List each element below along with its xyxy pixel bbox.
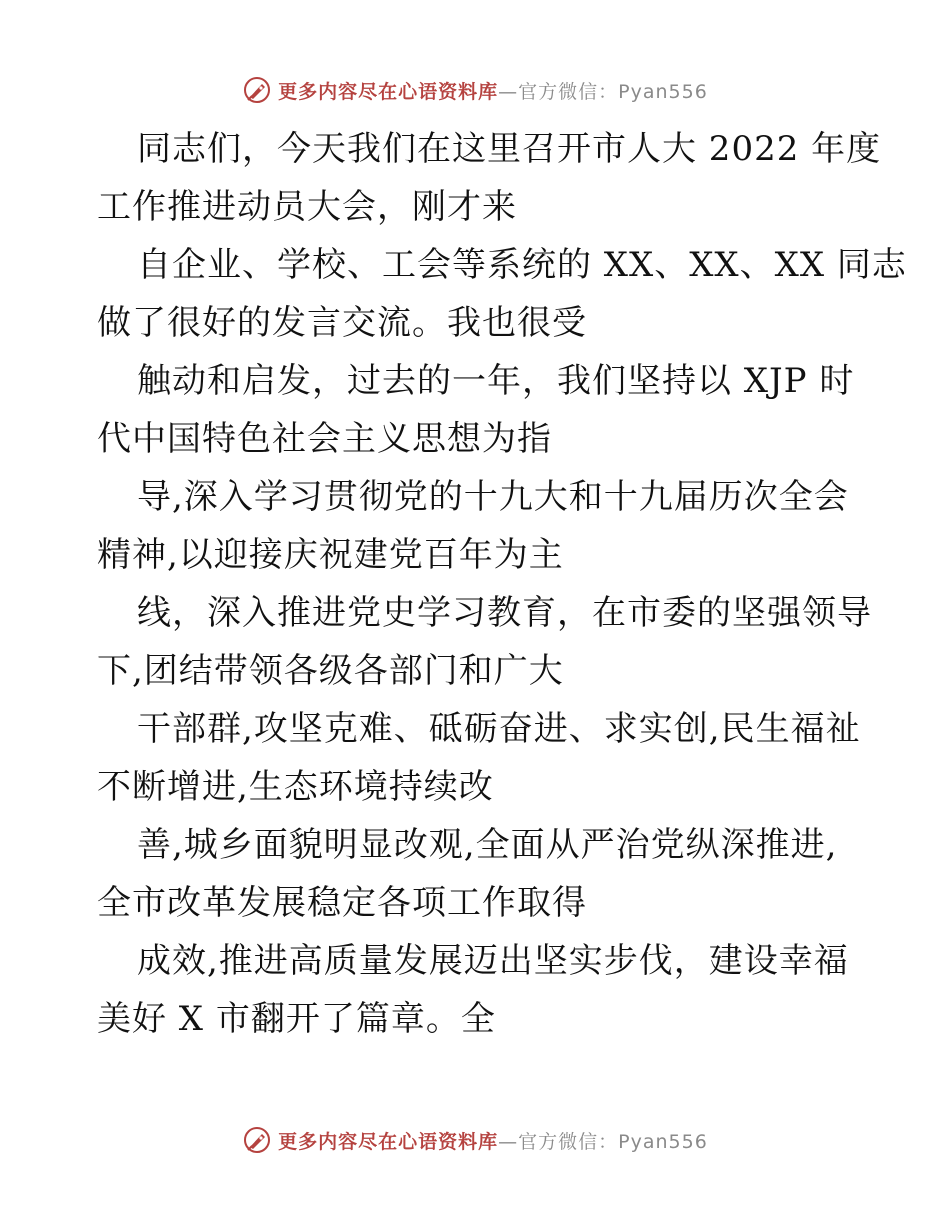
text-line: 代中国特色社会主义思想为指 — [97, 419, 552, 459]
text-line: 精神,以迎接庆祝建党百年为主 — [97, 535, 564, 575]
text-line: 善,城乡面貌明显改观,全面从严治党纵深推进, — [137, 825, 838, 865]
footer-banner — [0, 1120, 950, 1160]
text-line: 不断增进,生态环境持续改 — [97, 767, 494, 807]
pen-nib-logo-icon — [242, 1125, 272, 1155]
text-line: 线，深入推进党史学习教育，在市委的坚强领导 — [137, 593, 872, 633]
text-line: 自企业、学校、工会等系统的 XX、XX、XX 同志 — [137, 245, 907, 285]
text-line: 同志们，今天我们在这里召开市人大 2022 年度 — [137, 129, 882, 169]
header-banner-text: 更多内容尽在心语资料库—官方微信：Pyan556 — [278, 80, 708, 103]
pen-nib-logo-icon — [242, 75, 272, 105]
document-body — [97, 120, 907, 1048]
text-line: 下,团结带领各级各部门和广大 — [97, 651, 564, 691]
header-banner — [0, 70, 950, 110]
text-line: 触动和启发，过去的一年，我们坚持以 XJP 时 — [137, 361, 855, 401]
text-line: 全市改革发展稳定各项工作取得 — [97, 883, 587, 923]
text-line: 干部群,攻坚克难、砥砺奋进、求实创,民生福祉 — [137, 709, 861, 749]
text-line: 成效,推进高质量发展迈出坚实步伐，建设幸福 — [137, 941, 849, 981]
text-line: 做了很好的发言交流。我也很受 — [97, 303, 587, 343]
text-line: 工作推进动员大会，刚才来 — [97, 187, 517, 227]
text-line: 导,深入学习贯彻党的十九大和十九届历次全会 — [137, 477, 849, 517]
text-line: 美好 X 市翻开了篇章。全 — [97, 999, 496, 1039]
footer-banner-text: 更多内容尽在心语资料库—官方微信：Pyan556 — [278, 1130, 708, 1153]
